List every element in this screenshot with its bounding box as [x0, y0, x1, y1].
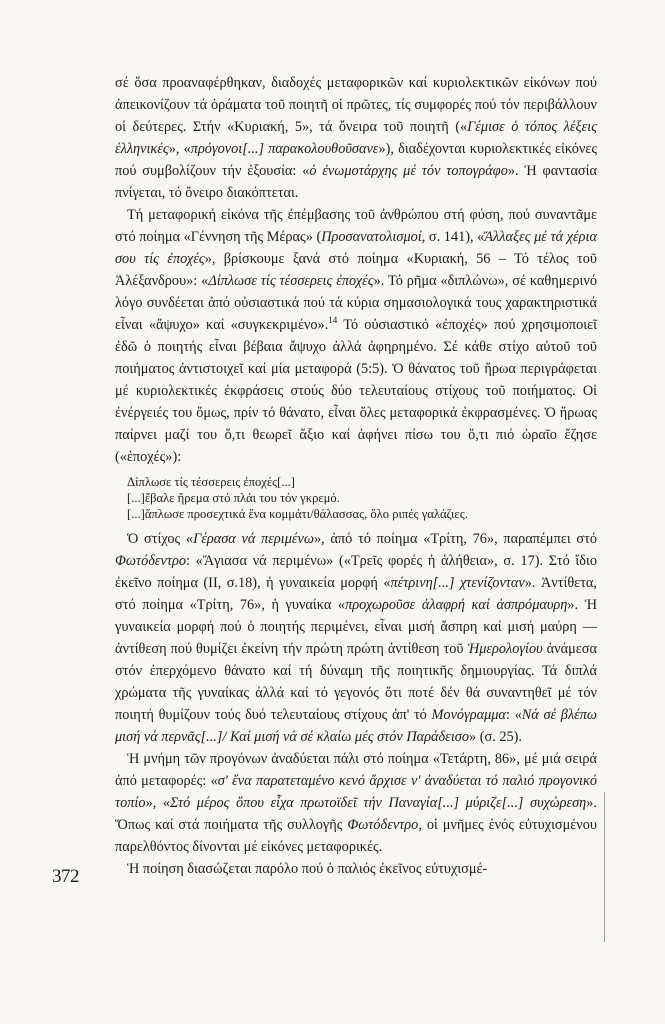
text-run: Ὁ στίχος «: [127, 531, 194, 547]
text-run: ἀνάμεσα στόν ἐπερχόμενο θάνατο καί τή δύναμη τῆς ποιητικῆς δημιουργίας. Τά διπλά χρώματα τῆς γυναίκας ἀλλά καί τό γεγονός ὅτι ποτέ δέν θά συναντηθεῖ μέ τόν ποιητή θυμίζουν τούς δυό τελευταίους στίχους ἀπ' τό: [115, 641, 597, 723]
paragraph: [115, 72, 597, 204]
italic-quote: Ἡμερολογίου: [467, 641, 543, 657]
text-run: ». Ὅπως καί στά ποιήματα τῆς συλλογῆς: [115, 795, 597, 833]
text-run: σέ ὅσα προαναφέρθηκαν, διαδοχές μεταφορικῶν καί κυριολεκτικῶν εἰκόνων πού ἀπεικονίζουν τά ὁράματα τοῦ ποιητῆ οἱ πρῶτες, τίς συμφορές πού τόν περιβάλλουν οἱ δεύτερες. Στήν «Κυριακή, 5», τά ὄνειρα τοῦ ποιητῆ («: [115, 75, 597, 135]
italic-quote: σ' ἕνα παρατεταμένο κενό ἄρχισε ν' ἀναδύεται τό παλιό προγονικό τοπίο: [115, 773, 597, 811]
italic-quote: ὁ ἐνωμοτάρχης μέ τόν τοπογράφο: [309, 163, 508, 179]
text-run: Ἡ μνήμη τῶν προγόνων ἀναδύεται πάλι στό ποίημα «Τετάρτη, 86», μέ μιά σειρά ἀπό μεταφορές: «: [115, 751, 597, 789]
italic-quote: Φωτόδεντρο: [347, 817, 419, 833]
italic-quote: Στό μέρος ὅπου εἶχα πρωτοϊδεῖ τήν Παναγία[...] μύριζε[...] συχώρεση: [169, 795, 587, 811]
text-run: »), διαδέχονται κυριολεκτικές εἰκόνες πού συμβολίζουν τήν ἐξουσία: «: [115, 141, 597, 179]
text-run: ». Ἀντίθετα, στό ποίημα «Τρίτη, 76», ἡ γυναίκα «: [115, 575, 597, 613]
italic-quote: Μονόγραμμα: [431, 707, 506, 723]
page-number: 372: [52, 866, 79, 887]
paragraph: [115, 204, 597, 468]
text-run: Τό οὐσιαστικό «ἐποχές» πού χρησιμοποιεῖ ἐδῶ ὁ ποιητής εἶναι βέβαια ἄψυχο ἀλλά ἀφηρημένο. Σέ κάθε στίχο αὐτοῦ τοῦ ποιήματος ἀντιστοιχεῖ καί μία μεταφορά (5:5). Ὁ θάνατος τοῦ ἥρωα περιγράφεται μέ κυριολεκτικές ἐκφράσεις στούς δύο τελευταίους στίχους τοῦ ποιήματος. Οἱ ἐνέργειές του ὅμως, πρίν τό θάνατο, εἶναι ὅλες μεταφορικά ἐκφρασμένες. Ὁ ἥρωας παίρνει μαζί του ὅ,τι θεωρεῖ ἄξιο καί ἀφήνει πίσω του ὅ,τι πιό ὡραῖο ἔζησε («ἐποχές»):: [115, 317, 597, 465]
paragraph: [115, 748, 597, 858]
italic-quote: Φωτόδεντρο: [115, 553, 186, 569]
margin-rule: [604, 792, 605, 942]
text-run: : «: [505, 707, 522, 723]
quote-line: Δίπλωσε τίς τέσσερεις ἐποχές[...]: [127, 475, 296, 489]
italic-quote: Δίπλωσε τίς τέσσερεις ἐποχές: [208, 273, 374, 289]
italic-quote: πέτρινη[...] χτενίζονταν: [390, 575, 525, 591]
paragraph: [115, 528, 597, 748]
text-run: », «: [168, 141, 191, 157]
italic-quote: Γέρασα νά περιμένω: [193, 531, 314, 547]
poem-quote: [127, 474, 597, 522]
italic-quote: Ἄλλαξες μέ τά χέρια σου τίς ἐποχές: [115, 229, 597, 267]
footnote-ref: 14: [328, 315, 338, 326]
italic-quote: Νά σέ βλέπω μισή νά περνᾶς[...]/ Καί μισή νά σέ κλαίω μές στόν Παράδεισο: [115, 707, 597, 745]
text-run: », «: [145, 795, 170, 811]
italic-quote: Γέμισε ὁ τόπος λέξεις ἑλληνικές: [115, 119, 597, 157]
text-run: ». Ἡ φαντασία πνίγεται, τό ὄνειρο διακόπτεται.: [115, 163, 597, 201]
text-run: Ἡ ποίηση διασώζεται παρόλο πού ὁ παλιός ἐκεῖνος εὐτυχισμέ-: [127, 861, 488, 877]
text-run: Τή μεταφορική εἰκόνα τῆς ἐπέμβασης τοῦ ἀνθρώπου στή φύση, πού συναντᾶμε στό ποίημα «Γέννηση τῆς Μέρας» (: [115, 207, 597, 245]
text-run: » (σ. 25).: [469, 729, 522, 745]
text-run: , σ. 141), «: [421, 229, 485, 245]
text-run: , οἱ μνῆμες ἑνός εὐτυχισμένου παρελθόντος δίνονται μέ εἰκόνες μεταφορικές.: [115, 817, 597, 855]
italic-quote: προχωροῦσε ἀλαφρή καί ἀσπρόμαυρη: [345, 597, 568, 613]
italic-quote: πρόγονοι[...] παρακολουθοῦσανε: [190, 141, 379, 157]
text-run: », βρίσκουμε ξανά στό ποίημα «Κυριακή, 56 – Τό τέλος τοῦ Ἀλέξανδρου»: «: [115, 251, 598, 289]
quote-line: [...]ἔβαλε ἤρεμα στό πλάι του τόν γκρεμό.: [127, 491, 340, 505]
body-text: [115, 72, 597, 880]
text-run: ». Τό ρῆμα «διπλώνω», σέ καθημερινό λόγο συνδέεται ἀπό οὐσιαστικά πού τά κύρια σημασιολογικά τους χαρακτηριστικά εἶναι «ἄψυχο» καί «συγκεκριμένο».: [115, 273, 598, 333]
text-run: ». Ἡ γυναικεία μορφή πού ὁ ποιητής περιμένει, εἶναι μισή ἄσπρη καί μισή μαύρη —ἀντίθεση πού θυμίζει ἐκείνη τήν πρώτη πρώτη ἀντίθεση τοῦ: [115, 597, 597, 657]
quote-line: [...]ἅπλωσε προσεχτικά ἕνα κομμάτι/θάλασσας, ὅλο ριπές γαλάζιες.: [127, 507, 468, 521]
paragraph: [115, 858, 597, 880]
text-run: », ἀπό τό ποίημα «Τρίτη, 76», παραπέμπει στό: [313, 531, 597, 547]
italic-quote: Προσανατολισμοί: [321, 229, 422, 245]
text-run: : «Ἄγιασα νά περιμένω» («Τρεῖς φορές ἡ ἀλήθεια», σ. 17). Στό ἴδιο ἐκεῖνο ποίημα (ΙΙ, σ.18), ἡ γυναικεία μορφή «: [115, 553, 597, 591]
